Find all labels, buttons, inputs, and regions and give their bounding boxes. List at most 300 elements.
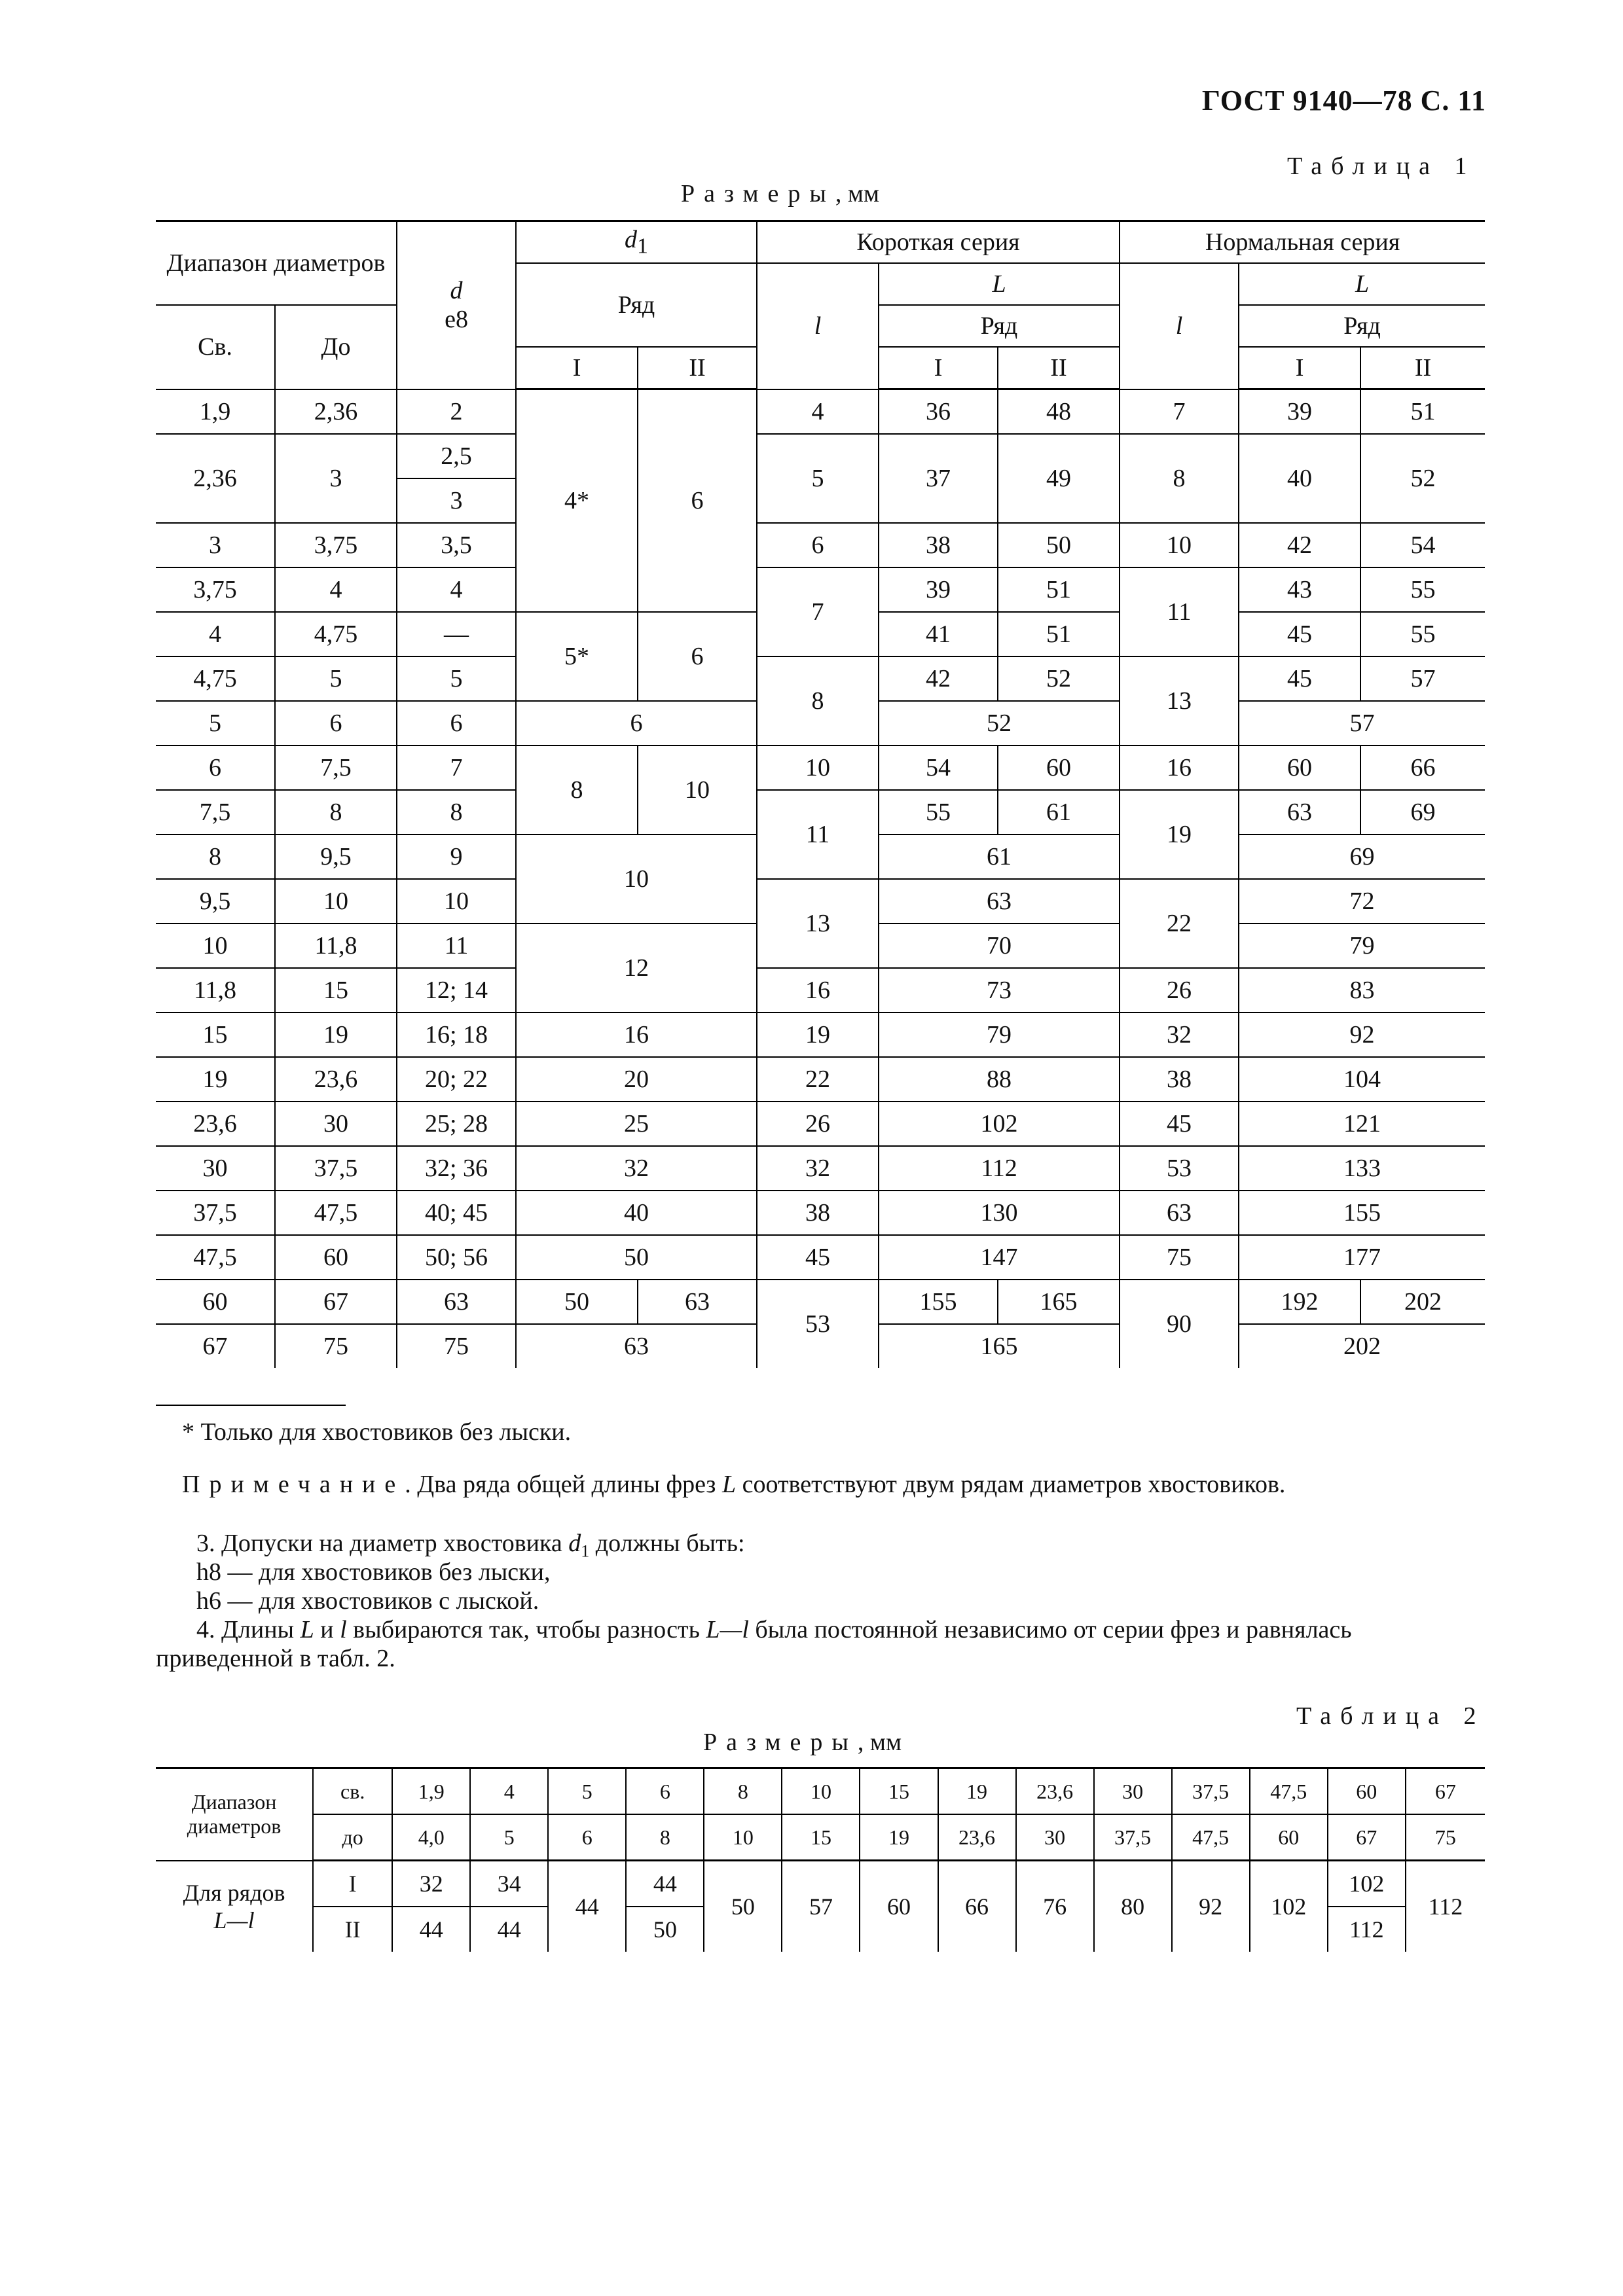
table-row	[156, 389, 1485, 435]
cell: 45	[757, 1235, 879, 1280]
cell: 7	[757, 567, 879, 656]
cell: 147	[879, 1235, 1120, 1280]
table2-row-to	[156, 1814, 1485, 1861]
cell: 69	[1360, 790, 1485, 834]
t2-h-range-1: Диапазон	[191, 1790, 277, 1814]
table-row	[156, 1191, 1485, 1235]
t2-to: 37,5	[1094, 1814, 1172, 1861]
footnote-rule	[156, 1405, 346, 1406]
cell: 39	[1239, 389, 1360, 435]
cell: 8	[1120, 434, 1239, 523]
t2-to: 75	[1406, 1814, 1485, 1861]
h-d1	[516, 221, 757, 264]
cell: 10	[1120, 523, 1239, 567]
cell: 2,36	[156, 434, 275, 523]
cell: 36	[879, 389, 998, 435]
cell: 155	[1239, 1191, 1485, 1235]
cell: 55	[1360, 567, 1485, 612]
cell: 5	[156, 701, 275, 745]
cell: 38	[757, 1191, 879, 1235]
t2-h-rows-2: L—l	[213, 1907, 255, 1933]
cell: 7	[397, 745, 516, 790]
t2-to: 5	[470, 1814, 548, 1861]
cell: 37,5	[156, 1191, 275, 1235]
table-row	[156, 879, 1485, 924]
t2-h-range-2: диаметров	[187, 1814, 282, 1839]
table2-subtitle-unit: , мм	[857, 1729, 902, 1756]
table-row	[156, 1013, 1485, 1057]
para-3-h6: h6 — для хвостовиков с лыской.	[196, 1587, 539, 1615]
cell: 67	[275, 1280, 397, 1324]
cell: 165	[998, 1280, 1120, 1324]
h-from: Св.	[156, 305, 275, 389]
cell: 63	[1120, 1191, 1239, 1235]
cell: 42	[1239, 523, 1360, 567]
table-row	[156, 1057, 1485, 1102]
cell: 72	[1239, 879, 1485, 924]
cell: 2,5	[397, 434, 516, 478]
cell: 22	[1120, 879, 1239, 968]
table-row	[156, 745, 1485, 790]
cell: 19	[757, 1013, 879, 1057]
cell: 57	[1360, 656, 1485, 701]
t2-I: 57	[782, 1861, 860, 1952]
cell: 4	[275, 567, 397, 612]
cell: 60	[998, 745, 1120, 790]
cell: 51	[998, 567, 1120, 612]
cell: 121	[1239, 1102, 1485, 1146]
cell: 38	[1120, 1057, 1239, 1102]
table2-subtitle-spaced: Размеры	[703, 1729, 858, 1756]
cell: 61	[879, 834, 1120, 879]
t2-from: 23,6	[1016, 1768, 1094, 1815]
cell: 45	[1239, 612, 1360, 656]
cell: 12; 14	[397, 968, 516, 1013]
t2-II: 112	[1328, 1907, 1406, 1952]
cell: 37	[879, 434, 998, 523]
footnote: * Только для хвостовиков без лыски.	[182, 1418, 572, 1446]
cell: 9,5	[275, 834, 397, 879]
note	[182, 1470, 1285, 1499]
cell: 11	[1120, 567, 1239, 656]
h-d1-II: II	[638, 347, 757, 389]
table-row	[156, 1102, 1485, 1146]
cell: 9	[397, 834, 516, 879]
cell: 60	[1239, 745, 1360, 790]
cell: 3,75	[156, 567, 275, 612]
t2-to: 6	[548, 1814, 626, 1861]
t2-to: 60	[1250, 1814, 1328, 1861]
cell: 5	[275, 656, 397, 701]
cell: 92	[1239, 1013, 1485, 1057]
t2-I: 44	[626, 1861, 704, 1907]
t2-h-rows-1: Для рядов	[183, 1879, 285, 1906]
cell: 45	[1239, 656, 1360, 701]
p4-Ll: L—l	[706, 1616, 749, 1643]
cell: 6	[638, 389, 757, 613]
t2-to: 23,6	[938, 1814, 1016, 1861]
t2-I: 60	[860, 1861, 938, 1952]
cell: 112	[879, 1146, 1120, 1191]
table2-caption: Таблица 2	[1296, 1702, 1486, 1730]
cell: 4	[397, 567, 516, 612]
h-d	[397, 221, 516, 389]
cell: 16	[516, 1013, 757, 1057]
cell: 102	[879, 1102, 1120, 1146]
t2-II: 44	[392, 1907, 470, 1952]
cell: 54	[1360, 523, 1485, 567]
cell: 69	[1239, 834, 1485, 879]
h-normal-II: II	[1360, 347, 1485, 389]
cell: 12	[516, 924, 757, 1013]
cell: 20	[516, 1057, 757, 1102]
cell: 63	[638, 1280, 757, 1324]
h-normal-row: Ряд	[1239, 305, 1485, 347]
table1-subtitle	[681, 179, 879, 208]
cell: 26	[757, 1102, 879, 1146]
cell: 3,75	[275, 523, 397, 567]
h-range: Диапазон диаметров	[156, 221, 397, 306]
cell: 10	[638, 745, 757, 834]
cell: 130	[879, 1191, 1120, 1235]
cell: 8	[275, 790, 397, 834]
t2-from: 19	[938, 1768, 1016, 1815]
t2-to: 8	[626, 1814, 704, 1861]
cell: 63	[1239, 790, 1360, 834]
h-d-sym: d	[450, 277, 463, 305]
note-text-a: . Два ряда общей длины фрез	[405, 1471, 722, 1498]
table-row	[156, 968, 1485, 1013]
p4-L: L	[300, 1616, 314, 1643]
cell: 54	[879, 745, 998, 790]
cell: 4,75	[275, 612, 397, 656]
cell: 67	[156, 1324, 275, 1368]
t2-I: 44	[548, 1861, 626, 1952]
cell: 11	[757, 790, 879, 879]
cell: 133	[1239, 1146, 1485, 1191]
cell: 11,8	[275, 924, 397, 968]
table2-row-from	[156, 1768, 1485, 1815]
cell: 61	[998, 790, 1120, 834]
cell: 6	[156, 745, 275, 790]
cell: 10	[275, 879, 397, 924]
cell: 45	[1120, 1102, 1239, 1146]
cell: 52	[1360, 434, 1485, 523]
cell: 23,6	[275, 1057, 397, 1102]
cell: 63	[397, 1280, 516, 1324]
cell: 1,9	[156, 389, 275, 435]
cell: 73	[879, 968, 1120, 1013]
cell: 49	[998, 434, 1120, 523]
t2-to: 19	[860, 1814, 938, 1861]
t2-II: 50	[626, 1907, 704, 1952]
h-d1-sym: d	[625, 226, 638, 254]
cell: 48	[998, 389, 1120, 435]
t2-h-range	[156, 1768, 313, 1861]
cell: 7,5	[156, 790, 275, 834]
cell: 3	[397, 478, 516, 523]
table2-subtitle	[703, 1728, 902, 1757]
cell: 55	[879, 790, 998, 834]
t2-from: 10	[782, 1768, 860, 1815]
t2-h-rows	[156, 1861, 313, 1952]
cell: 155	[879, 1280, 998, 1324]
t2-h-from: св.	[313, 1768, 392, 1815]
cell: 70	[879, 924, 1120, 968]
t2-I: 66	[938, 1861, 1016, 1952]
cell: 11	[397, 924, 516, 968]
cell: 3	[156, 523, 275, 567]
cell: 32; 36	[397, 1146, 516, 1191]
cell: 10	[516, 834, 757, 924]
t2-from: 37,5	[1172, 1768, 1250, 1815]
cell: 22	[757, 1057, 879, 1102]
p3-d: d	[568, 1530, 581, 1557]
t2-from: 6	[626, 1768, 704, 1815]
page-header: ГОСТ 9140—78 С. 11	[1201, 84, 1486, 117]
table-row	[156, 790, 1485, 834]
cell: 104	[1239, 1057, 1485, 1102]
cell: 32	[757, 1146, 879, 1191]
cell: 4	[757, 389, 879, 435]
cell: 63	[879, 879, 1120, 924]
cell: 53	[1120, 1146, 1239, 1191]
cell: 16	[1120, 745, 1239, 790]
cell: 6	[516, 701, 757, 745]
cell: 9,5	[156, 879, 275, 924]
p4-a: 4. Длины	[196, 1616, 301, 1643]
note-label: Примечание	[182, 1471, 405, 1498]
cell: 25	[516, 1102, 757, 1146]
table2	[156, 1767, 1485, 1952]
t2-h-to: до	[313, 1814, 392, 1861]
h-d1-I: I	[516, 347, 638, 389]
para-4	[196, 1615, 1486, 1644]
cell: 38	[879, 523, 998, 567]
cell: 52	[879, 701, 1120, 745]
cell: 20; 22	[397, 1057, 516, 1102]
t2-to: 30	[1016, 1814, 1094, 1861]
cell: 79	[879, 1013, 1120, 1057]
h-d-tol: e8	[445, 306, 468, 334]
cell: 8	[757, 656, 879, 745]
h-normal-L: L	[1239, 263, 1485, 305]
t2-to: 47,5	[1172, 1814, 1250, 1861]
t2-to: 10	[704, 1814, 782, 1861]
t2-I: 102	[1328, 1861, 1406, 1907]
h-d1-row: Ряд	[516, 263, 757, 347]
cell: 4,75	[156, 656, 275, 701]
cell: 50	[998, 523, 1120, 567]
p4-l: l	[340, 1616, 347, 1643]
cell: 75	[1120, 1235, 1239, 1280]
cell: 60	[275, 1235, 397, 1280]
t2-from: 8	[704, 1768, 782, 1815]
cell: 19	[156, 1057, 275, 1102]
cell: 19	[275, 1013, 397, 1057]
cell: 32	[516, 1146, 757, 1191]
p3-a: 3. Допуски на диаметр хвостовика	[196, 1530, 569, 1557]
cell: 7	[1120, 389, 1239, 435]
table1	[156, 220, 1485, 1368]
cell: 26	[1120, 968, 1239, 1013]
cell: 60	[156, 1280, 275, 1324]
cell: 3,5	[397, 523, 516, 567]
h-short-l: l	[757, 263, 879, 389]
t2-II: 44	[470, 1907, 548, 1952]
p4-b: и	[314, 1616, 340, 1643]
cell: 192	[1239, 1280, 1360, 1324]
cell: 19	[1120, 790, 1239, 879]
cell: 51	[998, 612, 1120, 656]
table-row	[156, 656, 1485, 701]
t2-from: 5	[548, 1768, 626, 1815]
table1-subtitle-unit: , мм	[835, 180, 880, 207]
cell: 30	[275, 1102, 397, 1146]
cell: 4*	[516, 389, 638, 613]
cell: 16; 18	[397, 1013, 516, 1057]
h-to: До	[275, 305, 397, 389]
t2-I: 76	[1016, 1861, 1094, 1952]
cell: 57	[1239, 701, 1485, 745]
p4-c: выбираются так, чтобы разность	[346, 1616, 706, 1643]
cell: 37,5	[275, 1146, 397, 1191]
cell: 8	[156, 834, 275, 879]
cell: 177	[1239, 1235, 1485, 1280]
cell: —	[397, 612, 516, 656]
cell: 40	[1239, 434, 1360, 523]
cell: 5	[757, 434, 879, 523]
cell: 50	[516, 1280, 638, 1324]
cell: 53	[757, 1280, 879, 1368]
cell: 23,6	[156, 1102, 275, 1146]
table-row	[156, 1280, 1485, 1324]
cell: 40	[516, 1191, 757, 1235]
cell: 2,36	[275, 389, 397, 435]
table-row	[156, 1235, 1485, 1280]
cell: 5*	[516, 612, 638, 701]
t2-I: 34	[470, 1861, 548, 1907]
h-short-L: L	[879, 263, 1120, 305]
cell: 3	[275, 434, 397, 523]
cell: 6	[397, 701, 516, 745]
cell: 8	[516, 745, 638, 834]
cell: 11,8	[156, 968, 275, 1013]
cell: 202	[1239, 1324, 1485, 1368]
cell: 8	[397, 790, 516, 834]
cell: 7,5	[275, 745, 397, 790]
h-normal: Нормальная серия	[1120, 221, 1485, 264]
cell: 30	[156, 1146, 275, 1191]
cell: 202	[1360, 1280, 1485, 1324]
cell: 15	[275, 968, 397, 1013]
t2-to: 4,0	[392, 1814, 470, 1861]
cell: 42	[879, 656, 998, 701]
cell: 52	[998, 656, 1120, 701]
cell: 4	[156, 612, 275, 656]
cell: 39	[879, 567, 998, 612]
t2-to: 67	[1328, 1814, 1406, 1861]
cell: 90	[1120, 1280, 1239, 1368]
cell: 5	[397, 656, 516, 701]
h-short-row: Ряд	[879, 305, 1120, 347]
t2-from: 60	[1328, 1768, 1406, 1815]
cell: 75	[275, 1324, 397, 1368]
h-short-II: II	[998, 347, 1120, 389]
cell: 6	[275, 701, 397, 745]
cell: 43	[1239, 567, 1360, 612]
h-short: Короткая серия	[757, 221, 1120, 264]
t2-from: 15	[860, 1768, 938, 1815]
cell: 6	[638, 612, 757, 701]
p4-d: была постоянной независимо от серии фрез и равнялась	[748, 1616, 1352, 1643]
table1-caption: Таблица 1	[1287, 152, 1476, 180]
cell: 41	[879, 612, 998, 656]
cell: 47,5	[275, 1191, 397, 1235]
cell: 51	[1360, 389, 1485, 435]
cell: 50	[516, 1235, 757, 1280]
cell: 13	[1120, 656, 1239, 745]
cell: 15	[156, 1013, 275, 1057]
h-normal-I: I	[1239, 347, 1360, 389]
t2-I: 80	[1094, 1861, 1172, 1952]
cell: 10	[397, 879, 516, 924]
table-row	[156, 1146, 1485, 1191]
cell: 16	[757, 968, 879, 1013]
t2-from: 4	[470, 1768, 548, 1815]
h-short-I: I	[879, 347, 998, 389]
cell: 10	[156, 924, 275, 968]
p3-b: должны быть:	[589, 1530, 745, 1557]
t2-h-I: I	[313, 1861, 392, 1907]
note-L: L	[721, 1471, 737, 1498]
cell: 50; 56	[397, 1235, 516, 1280]
para-3-h8: h8 — для хвостовиков без лыски,	[196, 1558, 551, 1586]
cell: 88	[879, 1057, 1120, 1102]
table1-subtitle-spaced: Размеры	[681, 180, 835, 207]
t2-I: 92	[1172, 1861, 1250, 1952]
cell: 63	[516, 1324, 757, 1368]
note-text-b: соответствуют двум рядам диаметров хвостовиков.	[736, 1471, 1286, 1498]
table-row	[156, 434, 1485, 478]
cell: 75	[397, 1324, 516, 1368]
h-d1-sub: 1	[637, 234, 649, 259]
table-row	[156, 523, 1485, 567]
cell: 40; 45	[397, 1191, 516, 1235]
cell: 13	[757, 879, 879, 968]
p3-sub: 1	[581, 1541, 590, 1561]
t2-to: 15	[782, 1814, 860, 1861]
cell: 32	[1120, 1013, 1239, 1057]
t2-I: 102	[1250, 1861, 1328, 1952]
table2-row-I	[156, 1861, 1485, 1907]
t2-I: 112	[1406, 1861, 1485, 1952]
cell: 165	[879, 1324, 1120, 1368]
h-normal-l: l	[1120, 263, 1239, 389]
t2-from: 47,5	[1250, 1768, 1328, 1815]
t2-from: 30	[1094, 1768, 1172, 1815]
cell: 66	[1360, 745, 1485, 790]
t2-I: 50	[704, 1861, 782, 1952]
para-4-cont: приведенной в табл. 2.	[156, 1645, 395, 1672]
cell: 10	[757, 745, 879, 790]
t2-from: 1,9	[392, 1768, 470, 1815]
t2-I: 32	[392, 1861, 470, 1907]
t2-h-II: II	[313, 1907, 392, 1952]
cell: 6	[757, 523, 879, 567]
t2-from: 67	[1406, 1768, 1485, 1815]
cell: 79	[1239, 924, 1485, 968]
